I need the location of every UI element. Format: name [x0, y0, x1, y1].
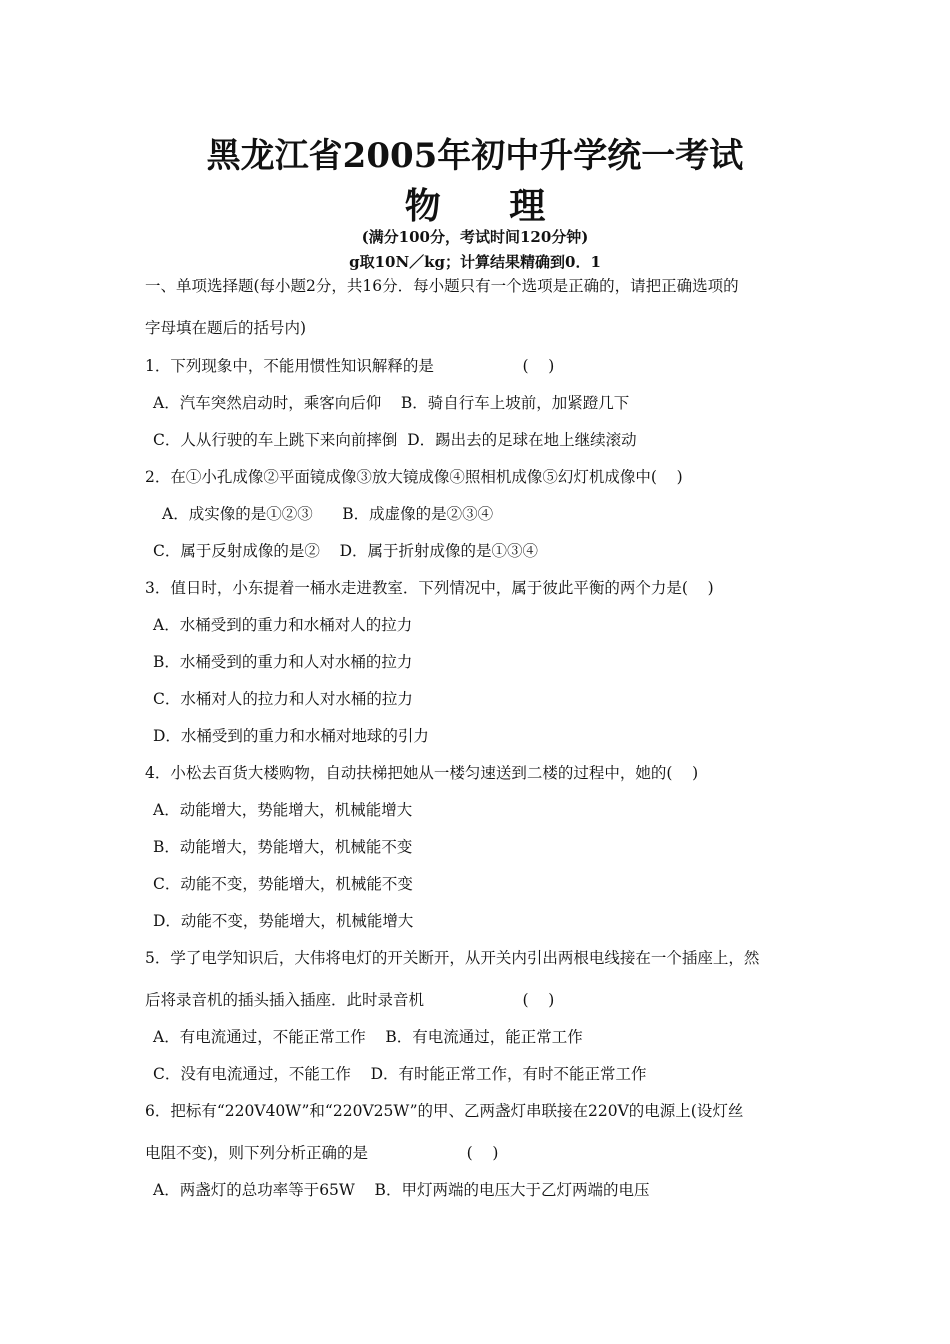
question-stem: 3．值日时，小东提着一桶水走进教室．下列情况中，属于彼此平衡的两个力是( )	[145, 579, 714, 597]
question-option: C．动能不变，势能增大，机械能不变	[153, 875, 413, 893]
exam-title: 黑龙江省2005年初中升学统一考试	[206, 136, 744, 176]
exam-note: g取10N／kg；计算结果精确到0．1	[349, 253, 601, 271]
section-heading-cont: 字母填在题后的括号内)	[145, 319, 307, 337]
question-stem: 6．把标有“220V40W”和“220V25W”的甲、乙两盏灯串联接在220V的电源上(设灯丝	[145, 1102, 744, 1120]
question-option: C．没有电流通过，不能工作 D．有时能正常工作，有时不能正常工作	[153, 1065, 647, 1083]
subject-title: 物 理	[404, 185, 574, 227]
question-option: A．成实像的是①②③ B．成虚像的是②③④	[162, 505, 494, 523]
section-heading: 一、单项选择题(每小题2分，共16分．每小题只有一个选项是正确的，请把正确选项的	[145, 277, 739, 295]
question-option: B．动能增大，势能增大，机械能不变	[153, 838, 413, 856]
question-stem-cont: 电阻不变)，则下列分析正确的是 ( )	[145, 1144, 499, 1162]
exam-info: (满分100分，考试时间120分钟)	[361, 228, 589, 246]
question-option: A．两盏灯的总功率等于65W B．甲灯两端的电压大于乙灯两端的电压	[153, 1181, 650, 1199]
question-stem: 4．小松去百货大楼购物，自动扶梯把她从一楼匀速送到二楼的过程中，她的( )	[145, 764, 699, 782]
question-option: D．动能不变，势能增大，机械能增大	[153, 912, 414, 930]
question-option: C．人从行驶的车上跳下来向前摔倒 D．踢出去的足球在地上继续滚动	[153, 431, 637, 449]
question-option: C．水桶对人的拉力和人对水桶的拉力	[153, 690, 413, 708]
question-option: A．汽车突然启动时，乘客向后仰 B．骑自行车上坡前，加紧蹬几下	[153, 394, 630, 412]
question-stem: 5．学了电学知识后，大伟将电灯的开关断开，从开关内引出两根电线接在一个插座上，然	[145, 949, 760, 967]
question-stem-cont: 后将录音机的插头插入插座．此时录音机 ( )	[145, 991, 555, 1009]
question-option: A．有电流通过，不能正常工作 B．有电流通过，能正常工作	[153, 1028, 583, 1046]
question-stem: 2．在①小孔成像②平面镜成像③放大镜成像④照相机成像⑤幻灯机成像中( )	[145, 468, 683, 486]
question-stem: 1．下列现象中，不能用惯性知识解释的是 ( )	[145, 357, 555, 375]
question-option: B．水桶受到的重力和人对水桶的拉力	[153, 653, 413, 671]
question-option: C．属于反射成像的是② D．属于折射成像的是①③④	[153, 542, 538, 560]
question-option: D．水桶受到的重力和水桶对地球的引力	[153, 727, 429, 745]
question-option: A．动能增大，势能增大，机械能增大	[153, 801, 413, 819]
question-option: A．水桶受到的重力和水桶对人的拉力	[153, 616, 413, 634]
